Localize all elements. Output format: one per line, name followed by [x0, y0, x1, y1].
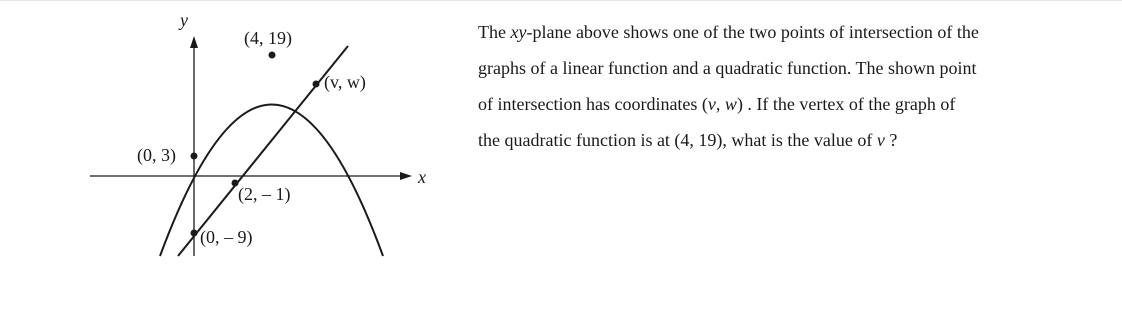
intersection-label: (v, w) — [324, 72, 366, 92]
linear-function-line — [178, 46, 348, 256]
x-axis-label: x — [418, 167, 426, 187]
problem-line-4-post: ? — [884, 130, 898, 150]
x-axis-arrow — [400, 172, 412, 180]
vertex-label: (4, 19) — [244, 28, 292, 48]
problem-line-3-comma: , — [715, 94, 725, 114]
problem-line-1-pre: The — [478, 22, 511, 42]
graph-figure — [0, 0, 460, 334]
problem-line-1 — [478, 14, 1108, 50]
w-variable: w — [724, 94, 737, 114]
xy-variable: xy — [510, 22, 527, 42]
problem-line-3-post: ) . If the vertex of the graph of — [736, 94, 956, 114]
line-x-intercept-label: (2, – 1) — [238, 184, 291, 204]
problem-line-4-pre: the quadratic function is at (4, 19), what is the value of — [478, 130, 877, 150]
problem-line-2: graphs of a linear function and a quadratic function. The shown point — [478, 58, 977, 78]
parabola-y-intercept-label: (0, 3) — [137, 145, 176, 165]
v-variable-question: v — [876, 130, 885, 150]
intersection-point — [313, 81, 320, 88]
problem-line-3 — [478, 86, 1108, 122]
vertex-point — [269, 52, 276, 59]
parabola-y-intercept-point — [191, 153, 198, 160]
problem-line-1-post: -plane above shows one of the two points of intersection of the — [526, 22, 979, 42]
problem-line-3-pre: of intersection has coordinates ( — [478, 94, 708, 114]
line-y-intercept-point — [191, 230, 198, 237]
problem-line-4 — [478, 122, 1108, 158]
line-y-intercept-label: (0, – 9) — [200, 227, 253, 247]
y-axis-arrow — [190, 36, 198, 48]
problem-text — [478, 14, 1108, 158]
y-axis-label: y — [180, 10, 188, 30]
v-variable: v — [707, 94, 716, 114]
